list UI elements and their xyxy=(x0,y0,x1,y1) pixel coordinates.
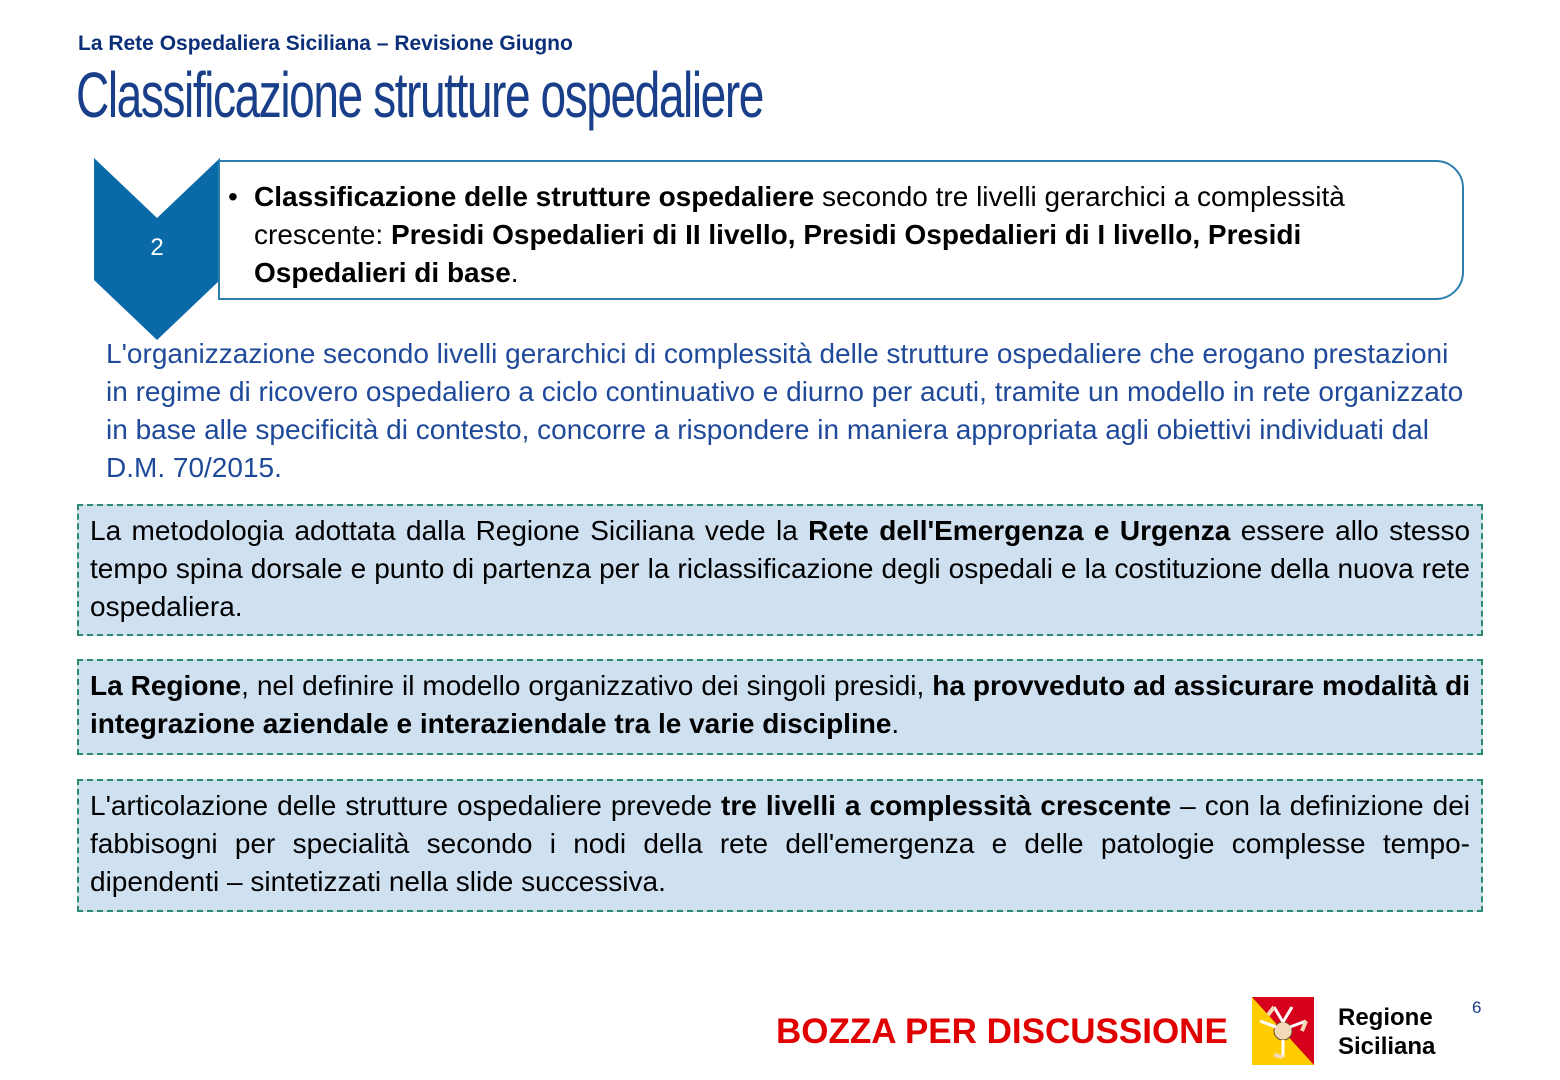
draft-label: BOZZA PER DISCUSSIONE xyxy=(776,1012,1228,1051)
step-bullet xyxy=(228,178,1448,292)
intro-paragraph: L'organizzazione secondo livelli gerarchici di complessità delle strutture ospedaliere che erogano prestazioni in regime di ricovero ospedaliero a ciclo continuativo e diurno per acuti, tramite un modello in rete organizzato in base alle specificità di contesto, concorre a rispondere in maniera appropriata agli obiettivi individuati dal D.M. 70/2015. xyxy=(106,338,1464,483)
box-text-bold: Rete dell'Emergenza e Urgenza xyxy=(808,515,1231,546)
presentation-supertitle: La Rete Ospedaliera Siciliana – Revisione Giugno xyxy=(78,32,573,55)
region-line: Siciliana xyxy=(1338,1033,1436,1060)
bullet-part: secondo tre livelli gerarchici a complessità crescente: xyxy=(254,181,1345,250)
methodology-box xyxy=(77,504,1483,636)
step-bullet-text xyxy=(228,178,1448,292)
levels-box xyxy=(77,779,1483,912)
box-text: – con la definizione dei fabbisogni per specialità secondo i nodi della rete dell'emergenza e delle patologie complesse tempo-dipendenti – sintetizzati nella slide successiva. xyxy=(90,790,1470,897)
region-name xyxy=(1338,1003,1435,1061)
bullet-part: . xyxy=(510,257,519,288)
trinacria-logo-icon xyxy=(1252,997,1314,1065)
box-text: essere allo stesso tempo spina dorsale e punto di partenza per la riclassificazione degli ospedali e la costituzione della nuova rete ospedaliera. xyxy=(90,515,1471,622)
slide-title: Classificazione strutture ospedaliere xyxy=(76,59,763,131)
integration-box xyxy=(77,659,1483,755)
box-text: . xyxy=(891,708,900,739)
bullet-icon: • xyxy=(228,181,238,212)
box-text: L'articolazione delle strutture ospedaliere prevede xyxy=(90,790,722,821)
step-number: 2 xyxy=(150,234,164,261)
box-text: La metodologia adottata dalla Regione Siciliana vede la xyxy=(90,515,809,546)
bullet-part: Presidi Ospedalieri di II livello, Presidi Ospedalieri di I livello, Presidi Ospedalieri di base xyxy=(254,219,1302,288)
box-text-bold: tre livelli a complessità crescente xyxy=(721,790,1172,821)
region-line: Regione xyxy=(1338,1004,1433,1031)
bullet-part: Classificazione delle strutture ospedaliere xyxy=(254,181,815,212)
box-text: , nel definire il modello organizzativo dei singoli presidi, xyxy=(241,670,933,701)
page-number: 6 xyxy=(1472,998,1482,1017)
box-text-bold: ha provveduto ad assicurare modalità di integrazione aziendale e interaziendale tra le varie discipline xyxy=(90,670,1470,739)
box-text-bold: La Regione xyxy=(90,670,242,701)
